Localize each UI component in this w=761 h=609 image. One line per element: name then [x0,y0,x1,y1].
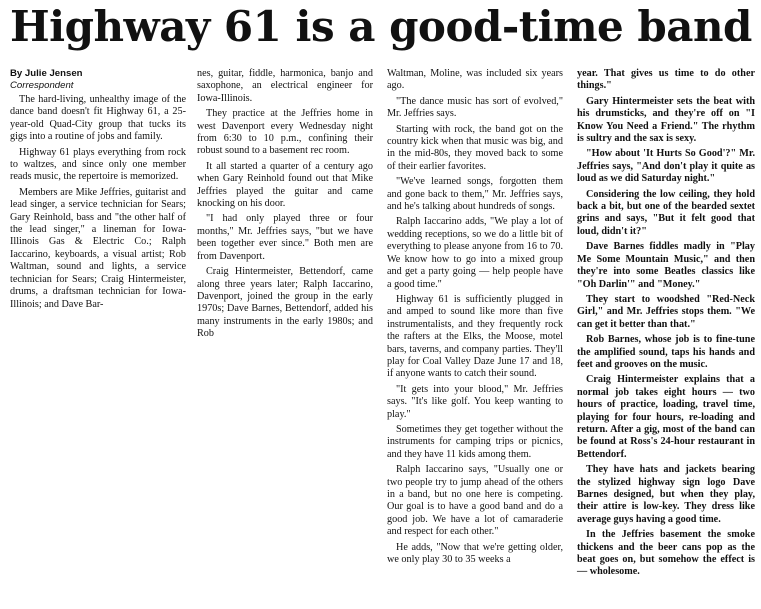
paragraph: "It gets into your blood," Mr. Jeffries says. "It's like golf. You keep wanting to play." [387,383,563,420]
paragraph: "The dance music has sort of evolved," Mr. Jeffries says. [387,95,563,120]
paragraph: The hard-living, unhealthy image of the dance band doesn't fit Highway 61, a 25-year-old Quad-City group that tucks its gigs into a routine of jobs and family. [10,94,186,143]
paragraph: They have hats and jackets bearing the stylized highway sign logo Dave Barnes designed, but when they play, their attire is low-key. They dress like average guys having a good time. [577,464,755,525]
paragraph: Gary Hintermeister sets the beat with his drumsticks, and they're off on "I Know You Need a Friend." The rhythm is sultry and the sax is sexy. [577,95,755,145]
paragraph: Highway 61 plays everything from rock to waltzes, and since only one member reads music, the repertoire is memorized. [10,146,186,183]
paragraph: "How about 'It Hurts So Good'?" Mr. Jeffries says, "And don't play it quite as loud as we did Saturday night." [577,148,755,185]
column-3 [387,68,563,566]
paragraph: Craig Hintermeister explains that a normal job takes eight hours — two hours of practice, loading, travel time, playing for four hours, re-loading and return. After a gig, most of the band can be found at Ross's 24-hour restaurant in Bettendorf. [577,374,755,460]
paragraph: They start to woodshed "Red-Neck Girl," and Mr. Jeffries stops them. "We can get it better than that." [577,293,755,330]
paragraph: Members are Mike Jeffries, guitarist and lead singer, a service technician for Sears; Gary Reinhold, bass and "the other half of the lead singer," a lineman for Iowa-Illinois Gas & Electric Co.; Ralph Iaccarino, keyboards, a visual artist; Rob Waltman, sound and lights, a service technician for Sears; Craig Hintermeister, drums, a draftsman technician for Iowa-Illinois; and Dave Bar- [10,186,186,310]
paragraph: He adds, "Now that we're getting older, we only play 30 to 35 weeks a [387,541,563,566]
headline: Highway 61 is a good-time band [10,2,752,51]
paragraph: Sometimes they get together without the instruments for camping trips or picnics, and they have 11 kids among them. [387,423,563,460]
paragraph: Starting with rock, the band got on the country kick when that music was big, and in the mid-80s, they moved back to some of their earlier favorites. [387,123,563,172]
paragraph: It all started a quarter of a century ago when Gary Reinhold found out that Mike Jeffries played the guitar and came knocking on his door. [197,160,373,210]
paragraph: Considering the low ceiling, they hold back a bit, but one of the bearded sextet grins and says, "But it felt good that loud, didn't it?" [577,188,755,237]
paragraph: Rob Barnes, whose job is to fine-tune the amplified sound, taps his hands and feet and grooves on the music. [577,334,755,370]
paragraph: They practice at the Jeffries home in west Davenport every Wednesday night from 6:30 to 10 p.m., confining their robust sound to a basement rec room. [197,108,373,157]
paragraph: "I had only played three or four months," Mr. Jeffries says, "but we have been together ever since." Both men are from Davenport. [197,213,373,262]
paragraph: In the Jeffries basement the smoke thickens and the beer cans pop as the beat goes on, but somehow the effect is — wholesome. [577,529,755,578]
paragraph: nes, guitar, fiddle, harmonica, banjo and saxophone, an electrical engineer for Iowa-Illinois. [197,68,373,104]
column-2 [197,68,373,341]
byline: By Julie Jensen [10,68,83,79]
paragraph: Highway 61 is sufficiently plugged in and amped to sound like more than five instrumentalists, and they frequently rock the rafters at the Elks, the Moose, motel bars, taverns, and company parties. They'll play for Coal Valley Daze June 17 and 18, if anyone wants to catch their sound. [387,293,563,380]
paragraph: Craig Hintermeister, Bettendorf, came along three years later; Ralph Iaccarino, Davenport, joined the group in the early 1970s; Dave Barnes, Bettendorf, added his many instruments in the early 1980s; and Rob [197,266,373,340]
column-4 [577,68,755,579]
paragraph: Ralph Iaccarino adds, "We play a lot of wedding receptions, so we do a little bit of everything to please anyone from 16 to 70. We know how to go into a mixed group and get a party going — help people have a good time." [387,216,563,290]
paragraph: Dave Barnes fiddles madly in "Play Me Some Mountain Music," and then they're into some Beatles classics like "Oh Darlin'" and "Money." [577,241,755,290]
paragraph: year. That gives us time to do other things." [577,68,755,92]
byline-role: Correspondent [10,80,74,91]
paragraph: "We've learned songs, forgotten them and gone back to them," Mr. Jeffries says, and he's talking about hundreds of songs. [387,176,563,213]
paragraph: Ralph Iaccarino says, "Usually one or two people try to jump ahead of the others in a band, but no one here is competing. Our goal is to have a good band and do a good job. We have a lot of camaraderie and respect for each other." [387,464,563,538]
paragraph: Waltman, Moline, was included six years ago. [387,68,563,92]
column-1 [10,68,186,311]
